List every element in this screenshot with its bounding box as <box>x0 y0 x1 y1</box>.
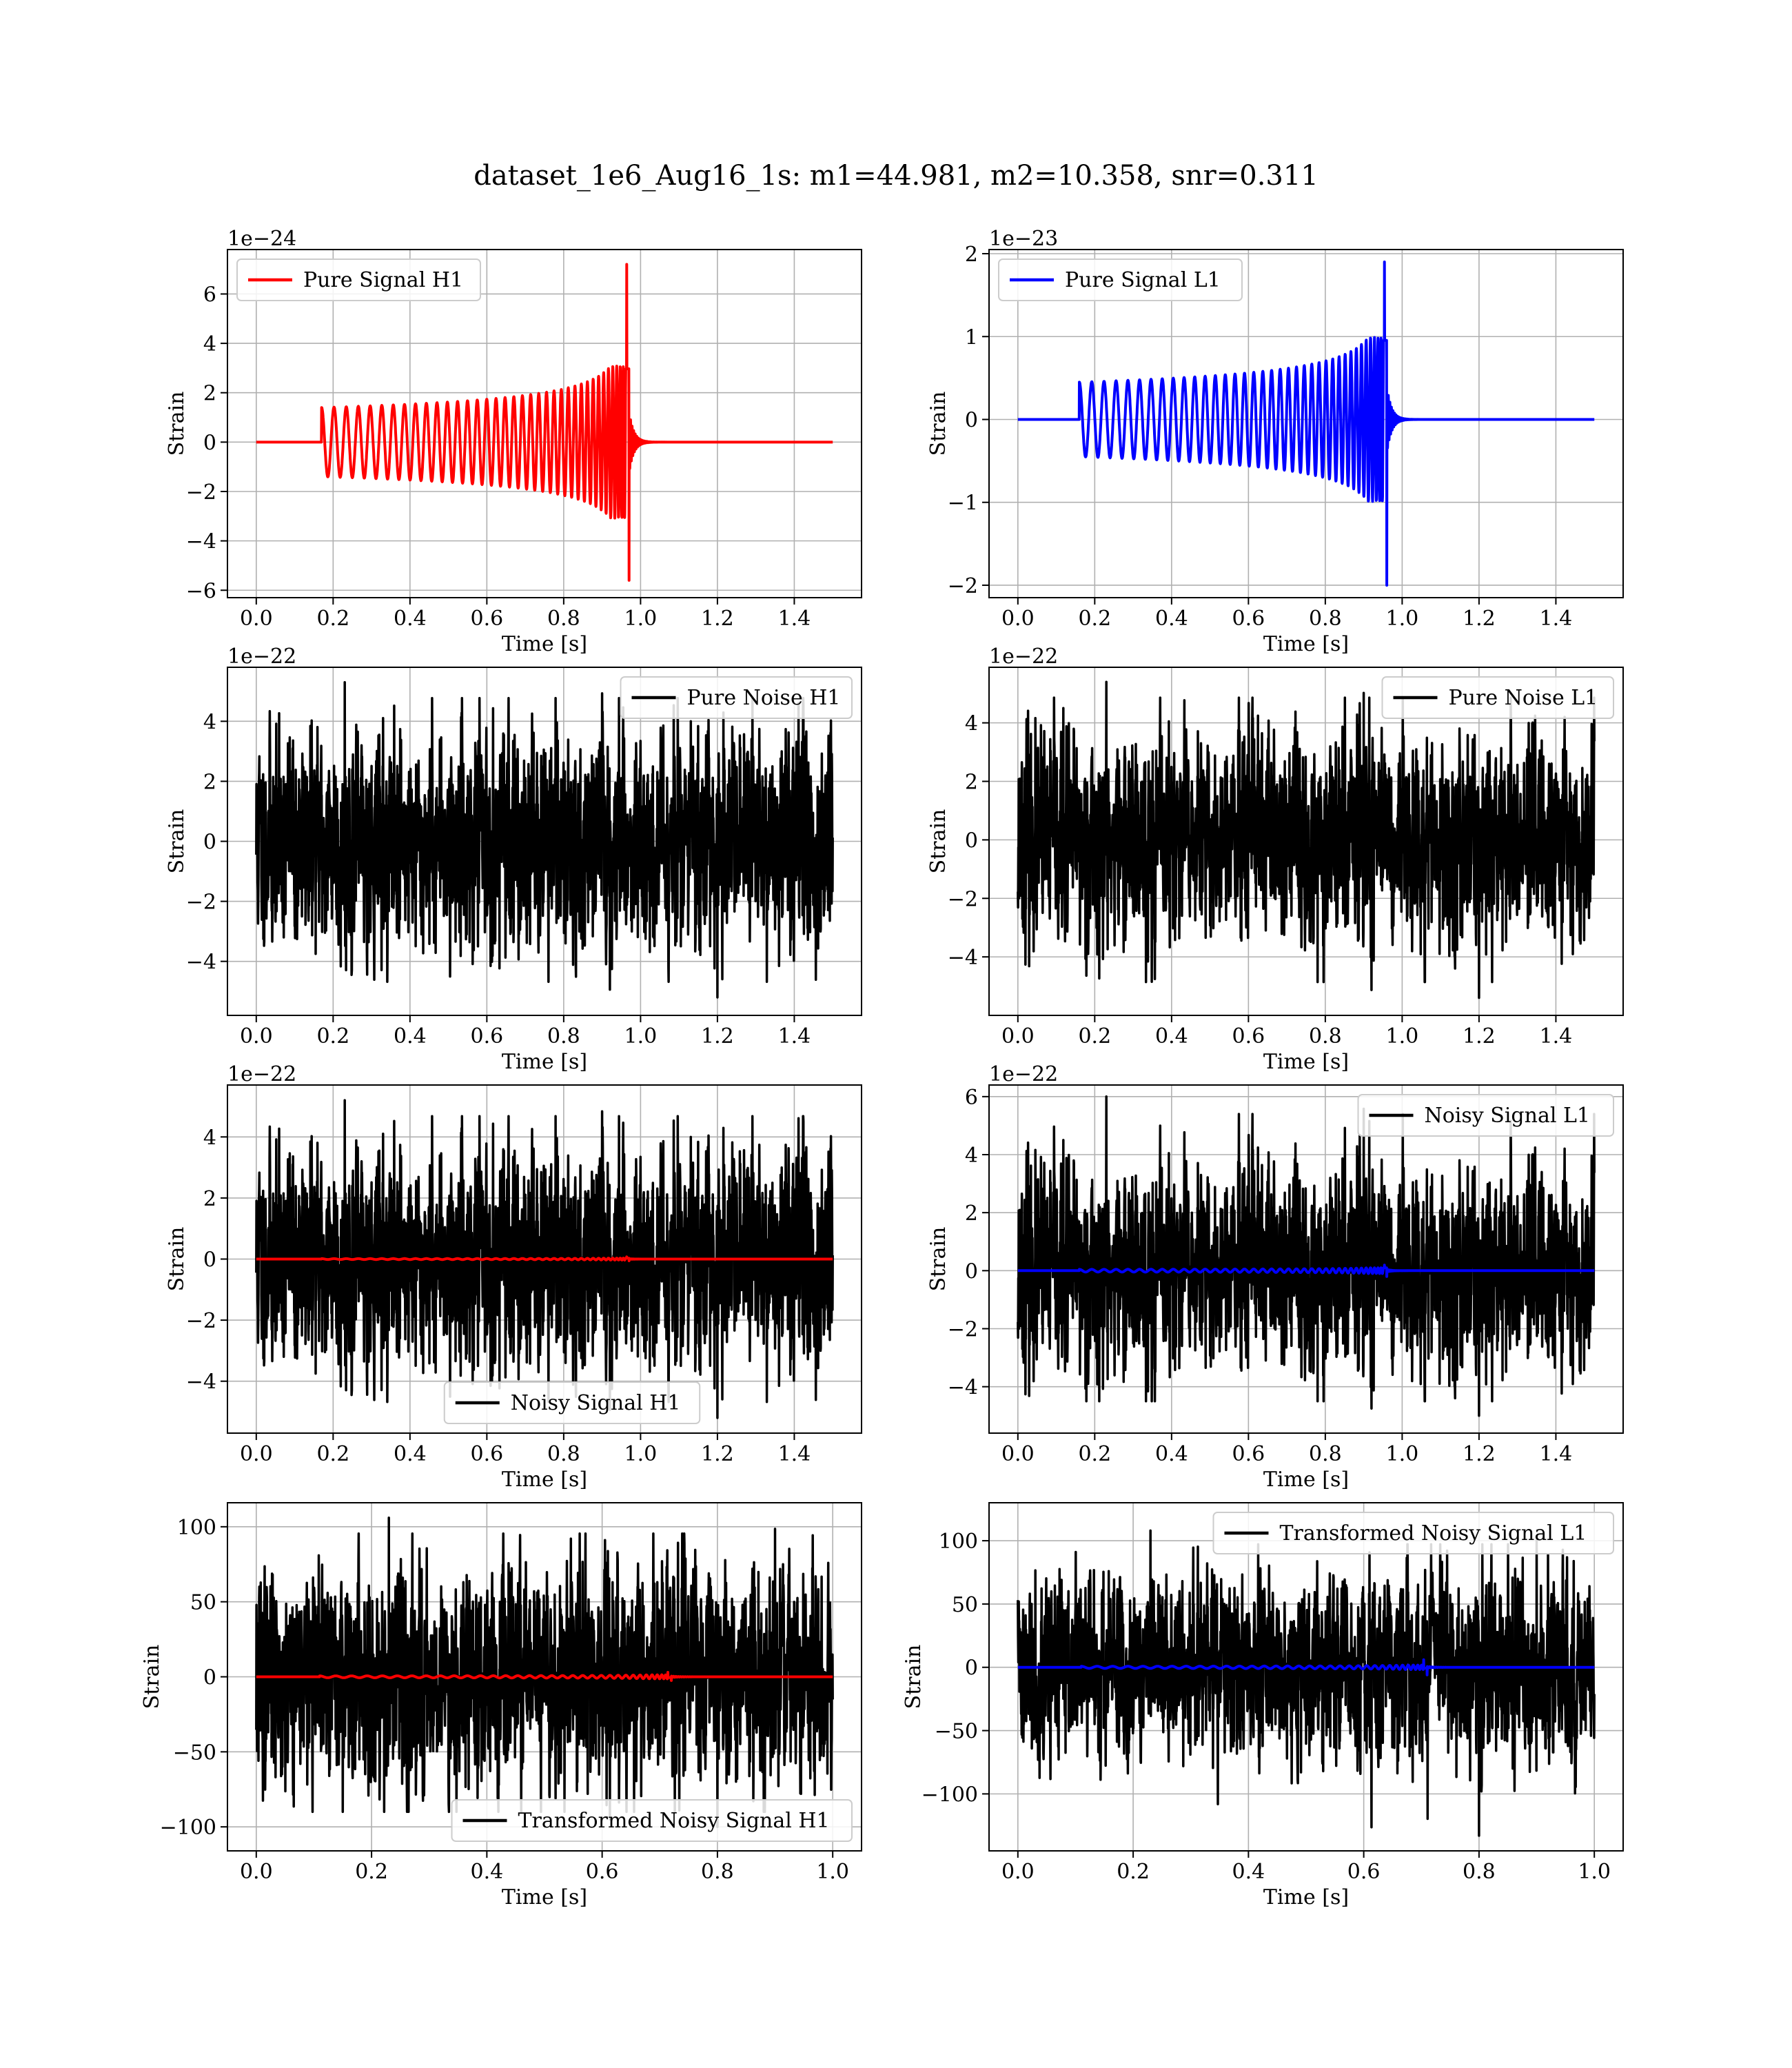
y-axis-label: Strain <box>902 1644 926 1710</box>
x-tick-label: 0.0 <box>1001 1442 1035 1466</box>
x-tick-label: 0.4 <box>1154 1442 1188 1466</box>
x-tick-label: 0.6 <box>585 1860 619 1884</box>
x-tick-label: 0.8 <box>1463 1860 1496 1884</box>
x-tick-label: 0.4 <box>1154 607 1188 631</box>
x-tick-label: 1.0 <box>1385 1442 1419 1466</box>
y-tick-label: 100 <box>938 1530 978 1554</box>
y-axis-label: Strain <box>165 809 189 874</box>
x-tick-label: 0.4 <box>393 1024 427 1048</box>
y-tick-label: 2 <box>964 243 978 267</box>
x-tick-label: 0.8 <box>1309 1024 1342 1048</box>
x-tick-label: 1.2 <box>701 607 734 631</box>
y-tick-label: 50 <box>190 1590 216 1615</box>
legend-label: Pure Signal L1 <box>1065 268 1221 292</box>
x-tick-label: 0.2 <box>1078 1442 1112 1466</box>
y-tick-label: −2 <box>947 1317 978 1342</box>
y-tick-label: 0 <box>964 408 978 433</box>
x-axis-label: Time [s] <box>1263 1050 1350 1074</box>
y-tick-label: −2 <box>947 887 978 912</box>
y-tick-label: 50 <box>951 1592 978 1617</box>
x-tick-label: 1.0 <box>624 607 658 631</box>
x-tick-label: 1.2 <box>1463 1442 1496 1466</box>
x-tick-label: 1.2 <box>1463 1024 1496 1048</box>
x-tick-label: 1.4 <box>1539 607 1573 631</box>
legend <box>1358 1095 1614 1136</box>
y-tick-label: 0 <box>203 1248 216 1273</box>
x-tick-label: 0.2 <box>1078 607 1112 631</box>
y-tick-label: −2 <box>185 890 216 915</box>
legend <box>1214 1512 1614 1554</box>
legend-label: Pure Noise L1 <box>1448 686 1598 710</box>
y-tick-label: 0 <box>203 830 216 855</box>
legend <box>999 259 1242 301</box>
x-tick-label: 0.6 <box>1347 1860 1381 1884</box>
x-tick-label: 0.6 <box>1232 1442 1265 1466</box>
x-tick-label: 1.2 <box>701 1024 734 1048</box>
y-tick-label: 0 <box>964 1656 978 1681</box>
y-tick-label: 2 <box>964 1202 978 1226</box>
x-tick-label: 0.0 <box>239 1024 273 1048</box>
y-tick-label: −100 <box>159 1816 216 1841</box>
x-tick-label: 0.0 <box>1001 607 1035 631</box>
y-tick-label: −1 <box>947 491 978 516</box>
y-tick-label: −4 <box>185 529 216 554</box>
x-tick-label: 1.0 <box>816 1860 850 1884</box>
y-tick-label: −50 <box>934 1719 978 1744</box>
x-tick-label: 0.8 <box>1309 607 1342 631</box>
y-tick-label: 6 <box>203 283 216 307</box>
x-tick-label: 1.0 <box>624 1442 658 1466</box>
y-offset-label: 1e−22 <box>227 1062 297 1086</box>
x-axis-label: Time [s] <box>501 1468 588 1492</box>
y-tick-label: 2 <box>203 1186 216 1211</box>
x-tick-label: 0.4 <box>1154 1024 1188 1048</box>
y-offset-label: 1e−22 <box>989 1062 1059 1086</box>
x-tick-label: 1.4 <box>777 1442 811 1466</box>
figure-title: dataset_1e6_Aug16_1s: m1=44.981, m2=10.358, snr=0.311 <box>474 160 1318 192</box>
x-tick-label: 1.0 <box>1385 1024 1419 1048</box>
y-tick-label: 0 <box>964 829 978 853</box>
y-tick-label: −4 <box>947 946 978 971</box>
x-tick-label: 0.0 <box>1001 1024 1035 1048</box>
y-tick-label: 1 <box>964 325 978 350</box>
x-tick-label: 0.4 <box>1232 1860 1265 1884</box>
y-axis-label: Strain <box>165 1226 189 1292</box>
x-tick-label: 0.8 <box>701 1860 734 1884</box>
legend <box>237 259 480 301</box>
y-tick-label: −4 <box>947 1375 978 1400</box>
x-tick-label: 0.2 <box>316 1024 350 1048</box>
x-tick-label: 0.8 <box>547 1442 580 1466</box>
y-tick-label: 4 <box>203 332 216 357</box>
y-tick-label: 100 <box>176 1515 216 1540</box>
x-tick-label: 1.4 <box>777 607 811 631</box>
y-offset-label: 1e−23 <box>989 227 1059 251</box>
x-tick-label: 0.2 <box>316 1442 350 1466</box>
x-axis-label: Time [s] <box>1263 1885 1350 1909</box>
y-tick-label: 2 <box>964 770 978 795</box>
x-tick-label: 0.6 <box>1232 1024 1265 1048</box>
legend-label: Noisy Signal L1 <box>1424 1104 1590 1128</box>
legend <box>621 677 853 718</box>
y-offset-label: 1e−22 <box>227 645 297 669</box>
x-tick-label: 0.6 <box>470 1442 504 1466</box>
legend <box>445 1382 700 1423</box>
x-tick-label: 1.2 <box>701 1442 734 1466</box>
legend-label: Pure Noise H1 <box>686 686 841 710</box>
y-tick-label: −2 <box>947 574 978 598</box>
x-tick-label: 0.2 <box>1078 1024 1112 1048</box>
x-axis-label: Time [s] <box>1263 632 1350 656</box>
x-tick-label: 0.4 <box>393 607 427 631</box>
legend-label: Pure Signal H1 <box>303 268 464 292</box>
x-tick-label: 0.2 <box>316 607 350 631</box>
legend-label: Transformed Noisy Signal L1 <box>1279 1521 1587 1545</box>
x-tick-label: 0.0 <box>239 1442 273 1466</box>
x-tick-label: 0.2 <box>1117 1860 1150 1884</box>
x-tick-label: 1.2 <box>1463 607 1496 631</box>
x-tick-label: 0.0 <box>239 607 273 631</box>
x-tick-label: 0.8 <box>1309 1442 1342 1466</box>
y-tick-label: 0 <box>203 431 216 456</box>
y-tick-label: 4 <box>964 711 978 736</box>
x-tick-label: 0.0 <box>239 1860 273 1884</box>
y-offset-label: 1e−22 <box>989 645 1059 669</box>
y-tick-label: −100 <box>921 1783 978 1807</box>
legend-label: Transformed Noisy Signal H1 <box>518 1809 830 1833</box>
x-tick-label: 0.6 <box>470 607 504 631</box>
x-tick-label: 0.2 <box>355 1860 388 1884</box>
x-tick-label: 0.0 <box>1001 1860 1035 1884</box>
y-tick-label: −4 <box>185 1370 216 1395</box>
x-tick-label: 0.4 <box>470 1860 504 1884</box>
y-tick-label: 0 <box>964 1259 978 1284</box>
y-tick-label: −50 <box>172 1741 216 1765</box>
y-tick-label: 0 <box>203 1665 216 1690</box>
y-axis-label: Strain <box>140 1644 164 1710</box>
legend <box>1383 677 1614 718</box>
y-offset-label: 1e−24 <box>227 227 297 251</box>
x-tick-label: 1.0 <box>1385 607 1419 631</box>
x-tick-label: 1.4 <box>1539 1024 1573 1048</box>
y-axis-label: Strain <box>926 391 950 456</box>
y-axis-label: Strain <box>926 1226 950 1292</box>
x-tick-label: 0.8 <box>547 607 580 631</box>
y-axis-label: Strain <box>926 809 950 874</box>
x-tick-label: 0.4 <box>393 1442 427 1466</box>
legend-label: Noisy Signal H1 <box>510 1391 681 1415</box>
y-tick-label: −6 <box>185 579 216 604</box>
x-axis-label: Time [s] <box>501 1050 588 1074</box>
y-tick-label: −2 <box>185 480 216 505</box>
y-tick-label: 2 <box>203 770 216 795</box>
x-tick-label: 0.6 <box>470 1024 504 1048</box>
legend <box>452 1800 853 1841</box>
y-tick-label: 4 <box>203 1126 216 1150</box>
y-tick-label: 6 <box>964 1085 978 1110</box>
x-tick-label: 0.6 <box>1232 607 1265 631</box>
x-axis-label: Time [s] <box>1263 1468 1350 1492</box>
y-tick-label: 4 <box>964 1144 978 1168</box>
x-tick-label: 1.4 <box>1539 1442 1573 1466</box>
x-tick-label: 1.4 <box>777 1024 811 1048</box>
x-axis-label: Time [s] <box>501 632 588 656</box>
y-axis-label: Strain <box>165 391 189 456</box>
y-tick-label: −4 <box>185 950 216 975</box>
x-tick-label: 0.8 <box>547 1024 580 1048</box>
y-tick-label: 4 <box>203 710 216 735</box>
y-tick-label: −2 <box>185 1309 216 1334</box>
x-axis-label: Time [s] <box>501 1885 588 1909</box>
x-tick-label: 1.0 <box>1578 1860 1611 1884</box>
x-tick-label: 1.0 <box>624 1024 658 1048</box>
y-tick-label: 2 <box>203 381 216 406</box>
